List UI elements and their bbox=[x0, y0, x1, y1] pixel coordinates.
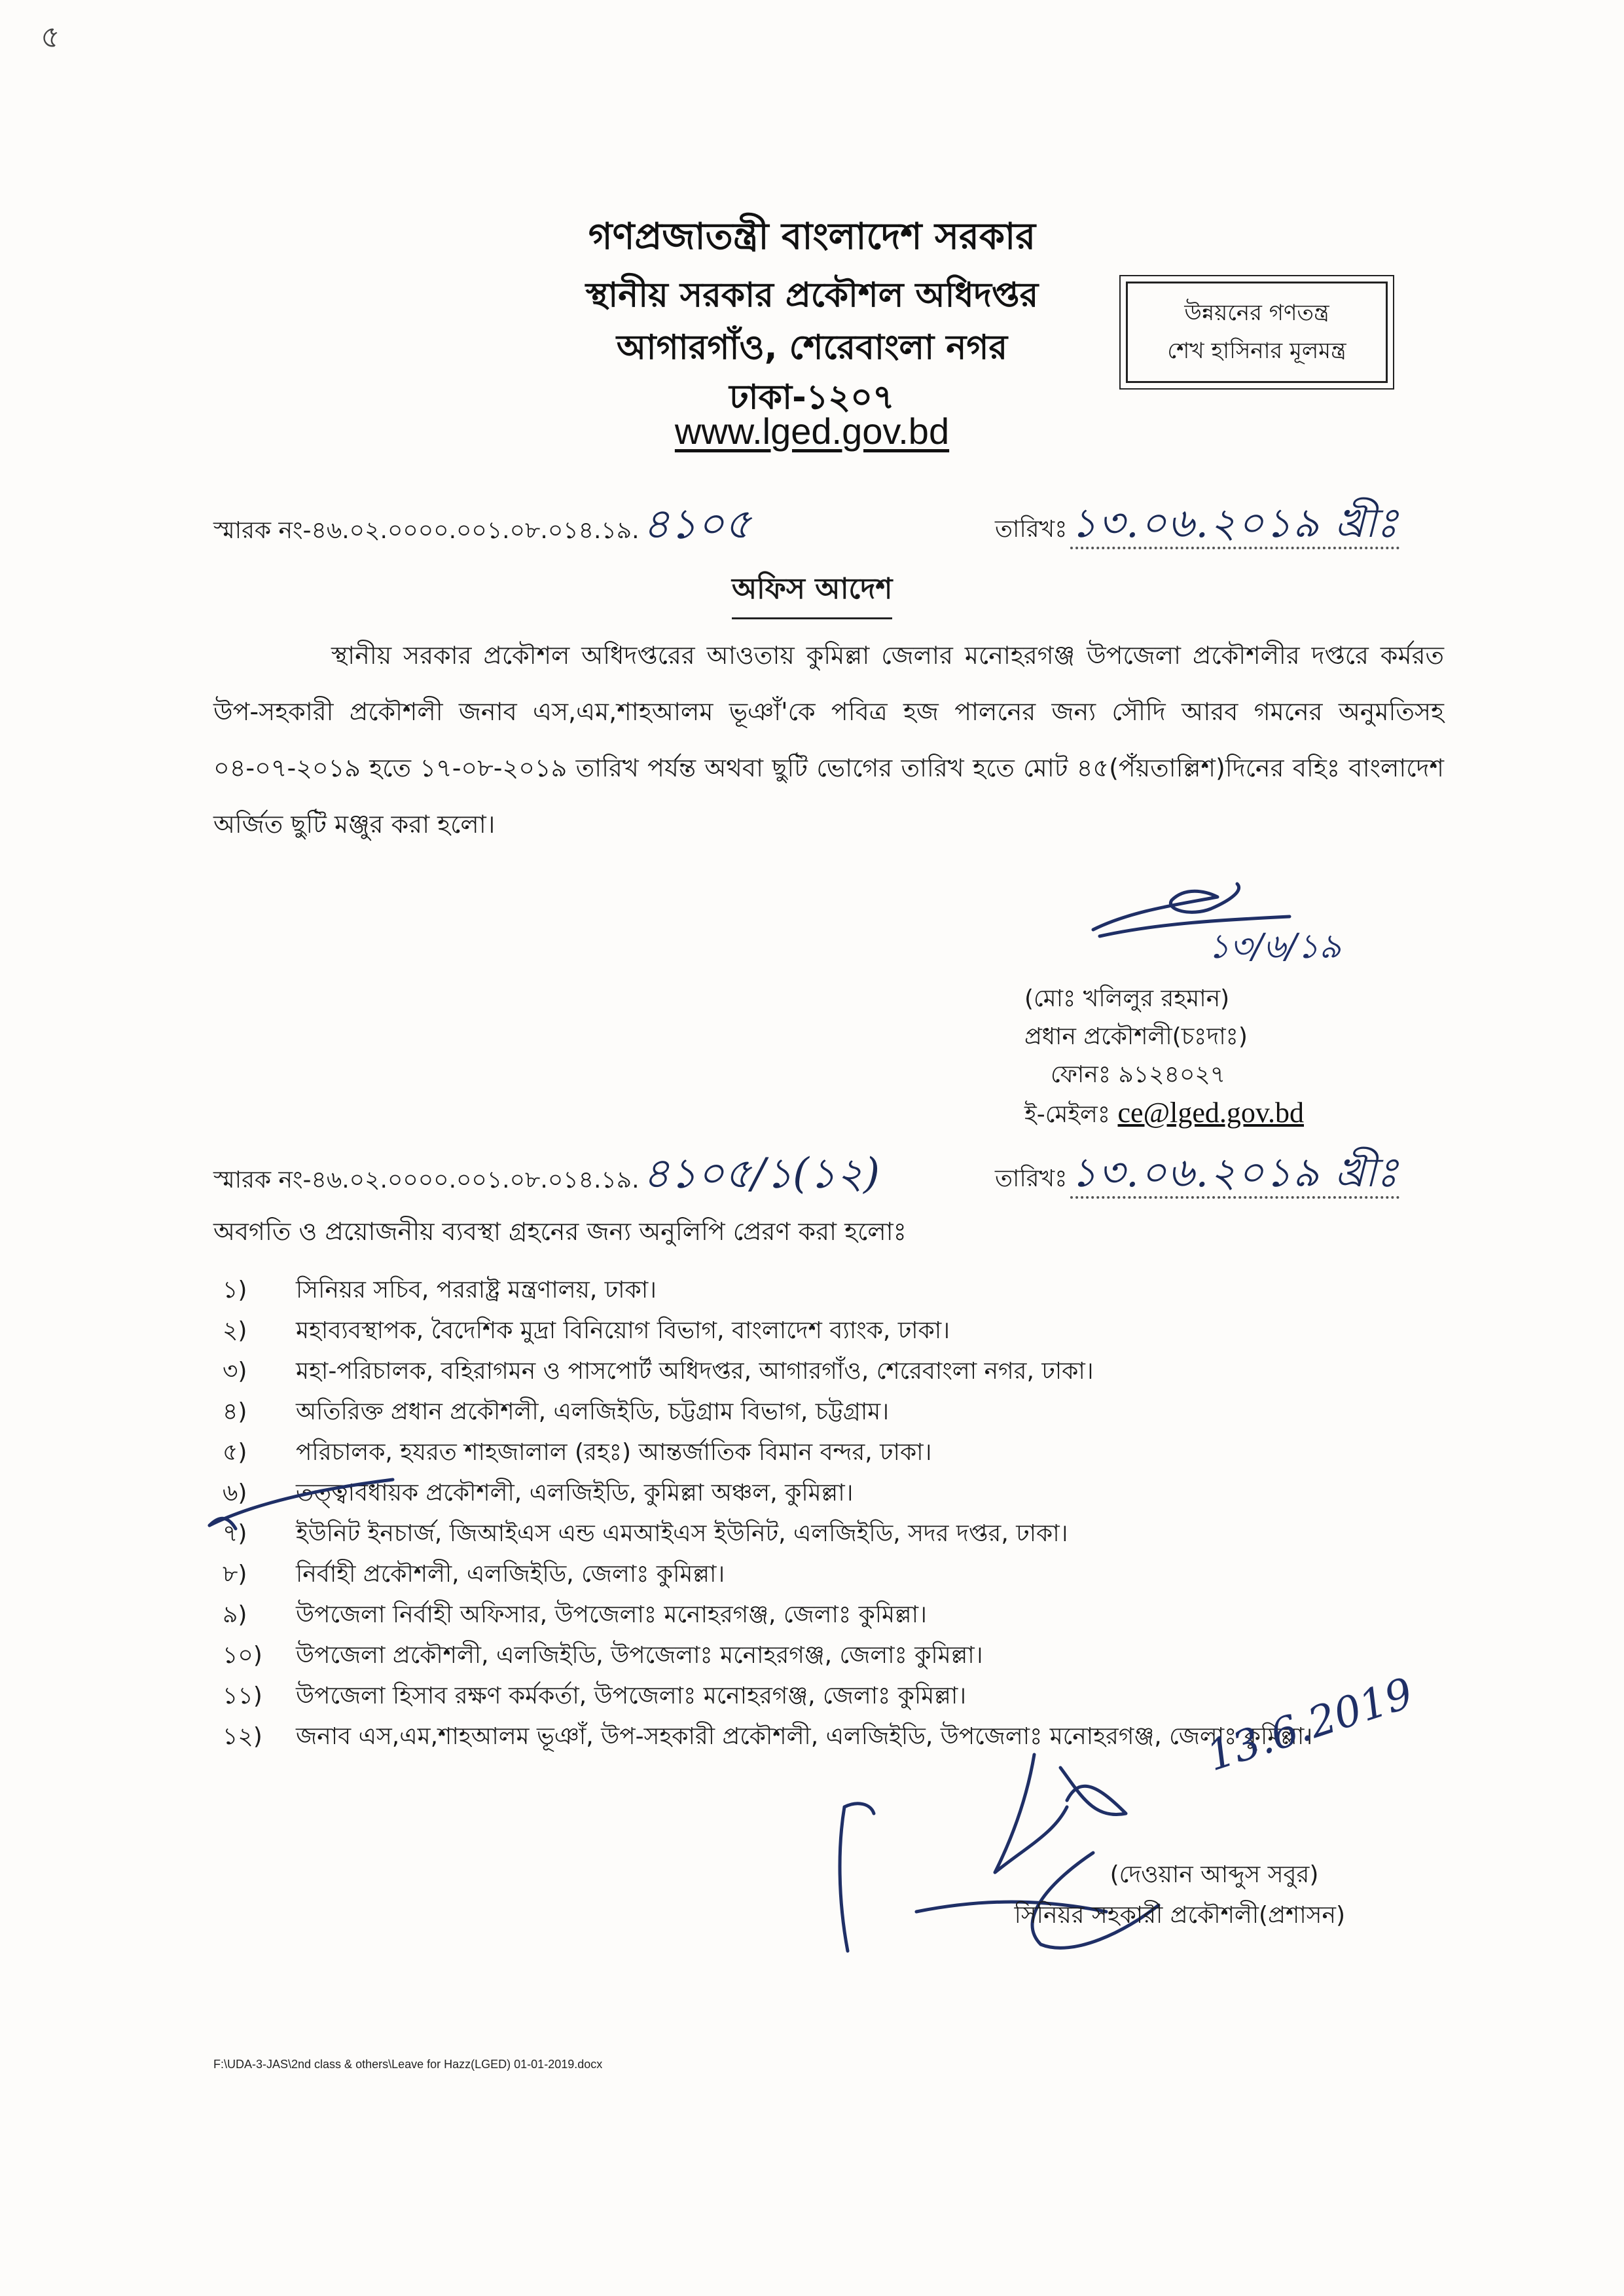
cc-intro: অবগতি ও প্রয়োজনীয় ব্যবস্থা গ্রহনের জন্য অনুলিপি প্রেরণ করা হলোঃ bbox=[213, 1217, 907, 1246]
header-govt: গণপ্রজাতন্ত্রী বাংলাদেশ সরকার bbox=[588, 215, 1036, 258]
cc-item-number: ১২) bbox=[223, 1723, 262, 1750]
cc-item-text: উপজেলা হিসাব রক্ষণ কর্মকর্তা, উপজেলাঃ মনোহরগঞ্জ, জেলাঃ কুমিল্লা। bbox=[296, 1683, 967, 1709]
cc-item-number: ৮) bbox=[223, 1561, 247, 1588]
memo-2-date-label: তারিখঃ bbox=[995, 1165, 1068, 1192]
signature-1-date: ১৩/৬/১৯ bbox=[1208, 927, 1341, 966]
cc-list-item bbox=[213, 1676, 1457, 1717]
cc-item-text: ইউনিট ইনচার্জ, জিআইএস এন্ড এমআইএস ইউনিট, এলজিইডি, সদর দপ্তর, ঢাকা। bbox=[296, 1520, 1068, 1547]
cc-item-text: মহাব্যবস্থাপক, বৈদেশিক মুদ্রা বিনিয়োগ বিভাগ, বাংলাদেশ ব্যাংক, ঢাকা। bbox=[296, 1317, 950, 1344]
signatory-1-email-link[interactable]: ce@lged.gov.bd bbox=[1117, 1097, 1304, 1129]
header-website-link[interactable]: www.lged.gov.bd bbox=[674, 410, 950, 452]
cc-item-text: পরিচালক, হযরত শাহজালাল (রহঃ) আন্তর্জাতিক বিমান বন্দর, ঢাকা। bbox=[296, 1439, 932, 1466]
slogan-line-2: শেখ হাসিনার মূলমন্ত্র bbox=[1167, 338, 1346, 364]
memo-2-row bbox=[213, 1142, 880, 1212]
memo-2-handwritten-number: ৪১০৫/১(১২) bbox=[642, 1150, 880, 1198]
cc-item-number: ৫) bbox=[223, 1439, 247, 1466]
signatory-1-designation: প্রধান প্রকৌশলী(চঃদাঃ) bbox=[1024, 1023, 1248, 1050]
cc-item-text: তত্ত্বাবধায়ক প্রকৌশলী, এলজিইডি, কুমিল্লা অঞ্চল, কুমিল্লা। bbox=[296, 1480, 854, 1506]
signatory-2-designation: সিনিয়র সহকারী প্রকৌশলী(প্রশাসন) bbox=[1014, 1902, 1345, 1929]
memo-1-date bbox=[995, 492, 1492, 560]
cc-item-number: ৬) bbox=[223, 1480, 247, 1506]
cc-item-number: ১১) bbox=[223, 1683, 262, 1709]
cc-list-item bbox=[213, 1554, 1457, 1595]
signatory-1-email-row bbox=[1024, 1094, 1417, 1134]
cc-item-number: ২) bbox=[223, 1317, 247, 1344]
cc-item-text: উপজেলা প্রকৌশলী, এলজিইডি, উপজেলাঃ মনোহরগঞ্জ, জেলাঃ কুমিল্লা। bbox=[296, 1642, 983, 1669]
cc-item-number: ৭) bbox=[223, 1520, 247, 1547]
cc-list-item bbox=[213, 1392, 1457, 1432]
signatory-1-email-label: ই-মেইলঃ bbox=[1024, 1101, 1111, 1128]
memo-1-date-label: তারিখঃ bbox=[995, 516, 1068, 543]
signatory-1-name: (মোঃ খলিলুর রহমান) bbox=[1024, 985, 1230, 1012]
slogan-box bbox=[1126, 282, 1388, 383]
memo-2-date bbox=[995, 1142, 1492, 1209]
cc-list-item bbox=[213, 1270, 1457, 1311]
cc-item-number: ১০) bbox=[223, 1642, 262, 1669]
header-department: স্থানীয় সরকার প্রকৌশল অধিদপ্তর bbox=[585, 276, 1039, 315]
file-path-footer: F:\UDA-3-JAS\2nd class & others\Leave for Hazz(LGED) 01-01-2019.docx bbox=[213, 2058, 603, 2071]
memo-2-label: স্মারক নং-৪৬.০২.০০০০.০০১.০৮.০১৪.১৯. bbox=[213, 1167, 640, 1194]
cc-item-number: ৯) bbox=[223, 1601, 247, 1628]
signature-2-date: 13.6.2019 bbox=[1201, 1669, 1419, 1781]
order-body: স্থানীয় সরকার প্রকৌশল অধিদপ্তরের আওতায় কুমিল্লা জেলার মনোহরগঞ্জ উপজেলা প্রকৌশলীর দপ্তরে কর্মরত উপ-সহকারী প্রকৌশলী জনাব এস,এম,শাহআলম ভূঞাঁ'কে পবিত্র হজ পালনের জন্য সৌদি আরব গমনের অনুমতিসহ ০৪-০৭-২০১৯ হতে ১৭-০৮-২০১৯ তারিখ পর্যন্ত অথবা ছুটি ভোগের তারিখ হতে মোট ৪৫(পঁয়তাল্লিশ)দিনের বহিঃ বাংলাদেশ অর্জিত ছুটি মঞ্জুর করা হলো। bbox=[213, 641, 1444, 839]
cc-list-item bbox=[213, 1595, 1457, 1635]
memo-1-handwritten-number: ৪১০৫ bbox=[642, 500, 751, 549]
cc-list-item bbox=[213, 1311, 1457, 1351]
slogan-line-1: উন্নয়নের গণতন্ত্র bbox=[1184, 300, 1329, 326]
memo-2-handwritten-date: ১৩.০৬.২০১৯ খ্রীঃ bbox=[1070, 1148, 1399, 1199]
corner-page-mark: ৫ bbox=[41, 19, 60, 54]
cc-list-item bbox=[213, 1635, 1457, 1676]
cc-item-number: ৪) bbox=[223, 1398, 247, 1425]
cc-item-text: মহা-পরিচালক, বহিরাগমন ও পাসপোর্ট অধিদপ্তর, আগারগাঁও, শেরেবাংলা নগর, ঢাকা। bbox=[296, 1358, 1094, 1385]
signatory-1-block bbox=[1024, 980, 1417, 1134]
handwritten-tick-mark bbox=[196, 1467, 406, 1545]
cc-item-text: নির্বাহী প্রকৌশলী, এলজিইডি, জেলাঃ কুমিল্লা। bbox=[296, 1561, 725, 1588]
cc-list-item bbox=[213, 1351, 1457, 1392]
cc-item-number: ১) bbox=[223, 1277, 247, 1303]
memo-1-label: স্মারক নং-৪৬.০২.০০০০.০০১.০৮.০১৪.১৯. bbox=[213, 517, 640, 544]
order-title: অফিস আদেশ bbox=[732, 567, 892, 619]
cc-item-number: ৩) bbox=[223, 1358, 247, 1385]
cc-item-text: সিনিয়র সচিব, পররাষ্ট্র মন্ত্রণালয়, ঢাকা। bbox=[296, 1277, 657, 1303]
header-city: ঢাকা-১২০৭ bbox=[729, 378, 895, 417]
header-address: আগারগাঁও, শেরেবাংলা নগর bbox=[616, 328, 1008, 367]
memo-1-row bbox=[213, 492, 751, 562]
memo-1-handwritten-date: ১৩.০৬.২০১৯ খ্রীঃ bbox=[1070, 499, 1399, 549]
cc-item-text: অতিরিক্ত প্রধান প্রকৌশলী, এলজিইডি, চট্টগ্রাম বিভাগ, চট্টগ্রাম। bbox=[296, 1398, 890, 1425]
cc-item-text: উপজেলা নির্বাহী অফিসার, উপজেলাঃ মনোহরগঞ্জ, জেলাঃ কুমিল্লা। bbox=[296, 1601, 927, 1628]
signatory-2-name: (দেওয়ান আব্দুস সবুর) bbox=[1110, 1861, 1319, 1888]
signatory-1-phone: ফোনঃ ৯১২৪০২৭ bbox=[1051, 1061, 1226, 1088]
cc-item-text: জনাব এস,এম,শাহআলম ভূঞাঁ, উপ-সহকারী প্রকৌশলী, এলজিইডি, উপজেলাঃ মনোহরগঞ্জ, জেলাঃ কুমিল্লা। bbox=[296, 1723, 1313, 1750]
